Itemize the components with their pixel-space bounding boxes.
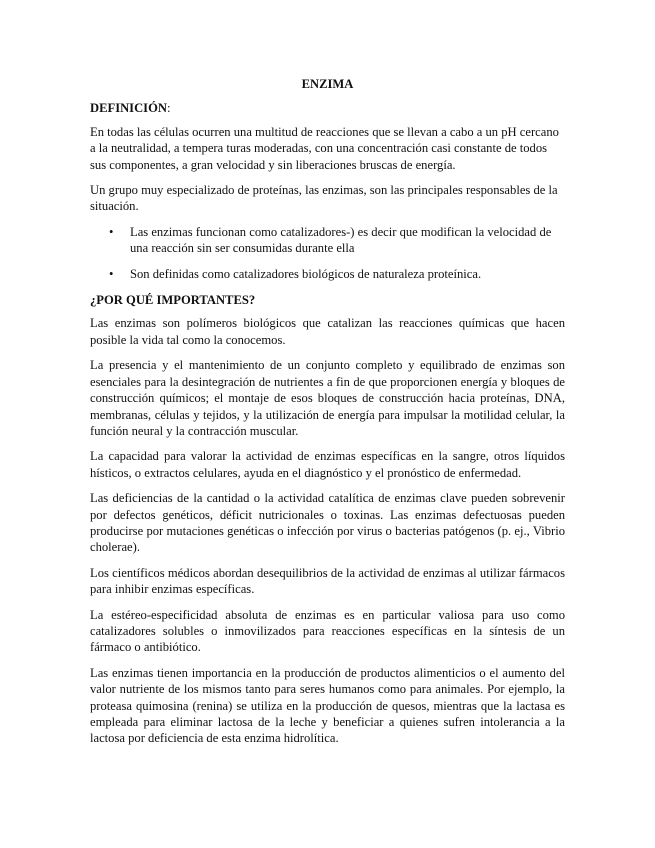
bullet-text: Son definidas como catalizadores biológicos de naturaleza proteínica. [130,266,482,281]
definition-bullet-list [90,224,565,282]
importance-heading: ¿POR QUÉ IMPORTANTES? [90,293,256,308]
paragraph-cells-reactions: En todas las células ocurren una multitud de reacciones que se llevan a cabo a un pH cercano a la neutralidad, a tempera turas moderadas, con una concentración casi constante de todos sus componentes, a gran velocidad y sin liberaciones bruscas de energía. [90,124,559,172]
paragraph-stereospecificity: La estéreo-especificidad absoluta de enzimas es en particular valiosa para uso como catalizadores solubles o inmovilizados para reacciones específicas en la síntesis de un fármaco o antibiótico. [90,607,565,655]
definition-heading-colon: : [166,101,171,116]
bullet-text: Las enzimas funcionan como catalizadores-) es decir que modifican la velocidad de una reacción sin ser consumidas durante ella [130,224,552,256]
paragraph-presence-maintenance: La presencia y el mantenimiento de un conjunto completo y equilibrado de enzimas son esenciales para la desintegración de nutrientes a fin de que proporcionen energía y bloques de construcción químicos; el montaje de esos bloques de construcción hacia proteínas, DNA, membranas, células y tejidos, y la utilización de energía para impulsar la motilidad celular, la función neural y la contracción muscular. [90,358,565,438]
paragraph-biological-polymers: Las enzimas son polímeros biológicos que catalizan las reacciones químicas que hacen posible la vida tal como la conocemos. [90,316,565,347]
paragraph-enzymes-responsible: Un grupo muy especializado de proteínas, las enzimas, son las principales responsables de la situación. [90,183,558,214]
document-title: ENZIMA [301,77,354,91]
bullet-icon: • [109,224,114,239]
definition-heading-text: DEFINICIÓN [90,101,167,116]
paragraph-deficiencies: Las deficiencias de la cantidad o la actividad catalítica de enzimas clave pueden sobrevenir por defectos genéticos, déficit nutricionales o toxinas. Las enzimas defectuosas pueden producirse por mutaciones genéticas o infección por virus o bacterias patógenos (p. ej., Vibrio cholerae). [90,491,565,555]
paragraph-diagnosis: La capacidad para valorar la actividad de enzimas específicas en la sangre, otros líquidos hísticos, o extractos celulares, ayuda en el diagnóstico y el pronóstico de enfermedad. [90,449,565,480]
paragraph-medical-scientists: Los científicos médicos abordan desequilibrios de la actividad de enzimas al utilizar fármacos para inhibir enzimas específicas. [90,565,565,597]
bullet-icon: • [109,266,114,281]
document-page [90,76,565,756]
definition-heading [90,100,565,116]
paragraph-food-production: Las enzimas tienen importancia en la producción de productos alimenticios o el aumento del valor nutriente de los mismos tanto para seres humanos como para animales. Por ejemplo, la proteasa quimosina (renina) se utiliza en la producción de quesos, mientras que la lactasa es empleada para eliminar lactosa de la leche y beneficiar a quienes sufren intolerancia a la lactosa por deficiencia de esta enzima hidrolítica. [90,665,565,746]
list-item [90,224,565,257]
list-item [90,266,565,282]
